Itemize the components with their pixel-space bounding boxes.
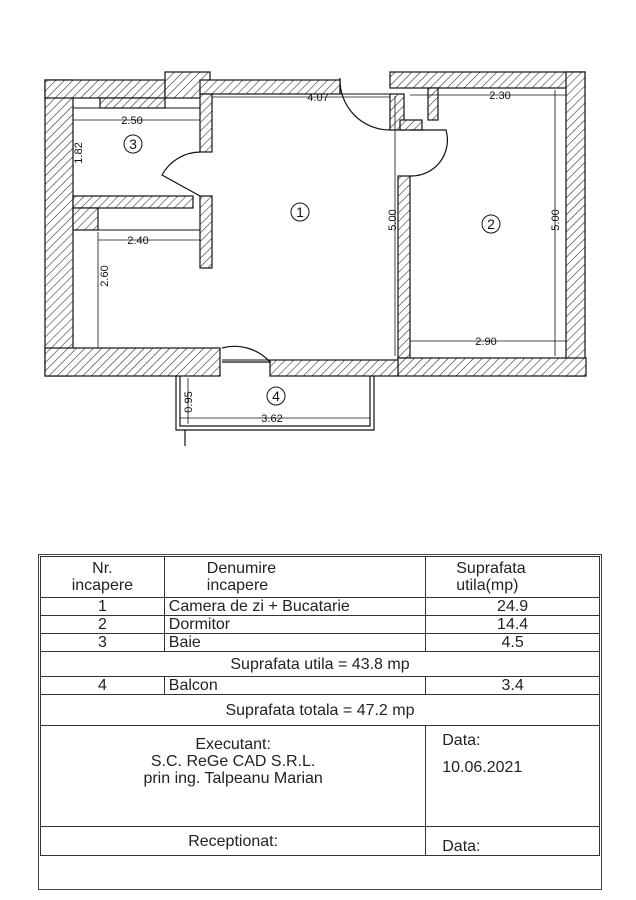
balcony xyxy=(176,376,374,446)
cell-name: Dormitor xyxy=(164,616,425,634)
header-nr: Nr. xyxy=(92,560,113,577)
cell-name: Camera de zi + Bucatarie xyxy=(164,598,425,616)
header-name: Denumire xyxy=(206,560,277,577)
dim-label: 4.07 xyxy=(307,92,329,104)
cell-name: Baie xyxy=(164,634,425,652)
dim-label: 2.90 xyxy=(475,336,497,348)
cell-nr: 1 xyxy=(41,598,165,616)
executant-person: prin ing. Talpeanu Marian xyxy=(143,770,323,787)
executant-company: S.C. ReGe CAD S.R.L. xyxy=(150,753,316,770)
cell-area: 3.4 xyxy=(426,677,600,695)
dim-label: 5.00 xyxy=(550,209,562,231)
table-row xyxy=(41,677,600,695)
header-area-2: utila(mp) xyxy=(456,577,519,594)
cell-area: 24.9 xyxy=(426,598,600,616)
room-number: 1 xyxy=(296,204,304,220)
subtotal-text: Suprafata utila = 43.8 mp xyxy=(41,652,600,677)
total-row xyxy=(41,695,600,726)
date-label: Data: xyxy=(442,732,481,749)
table-row xyxy=(41,616,600,634)
executant-row xyxy=(41,726,600,827)
receptionat-label: Receptionat: xyxy=(41,827,426,856)
table-row xyxy=(41,634,600,652)
header-name-2: incapere xyxy=(206,577,269,594)
receptionat-row xyxy=(41,827,600,856)
dim-label: 2.50 xyxy=(121,115,143,127)
table-row xyxy=(41,598,600,616)
cell-nr: 2 xyxy=(41,616,165,634)
subtotal-row xyxy=(41,652,600,677)
cell-area: 4.5 xyxy=(426,634,600,652)
header-nr-2: incapere xyxy=(71,577,134,594)
cell-name: Balcon xyxy=(164,677,425,695)
date-label-2: Data: xyxy=(426,827,600,856)
room-number: 4 xyxy=(272,388,280,404)
dim-label: 2.30 xyxy=(489,90,511,102)
total-text: Suprafata totala = 47.2 mp xyxy=(41,695,600,726)
executant-label: Executant: xyxy=(195,736,271,753)
cell-area: 14.4 xyxy=(426,616,600,634)
dim-label: 2.60 xyxy=(99,265,111,287)
room-number: 3 xyxy=(129,136,137,152)
dim-label: 2.40 xyxy=(127,235,149,247)
cell-nr: 4 xyxy=(41,677,165,695)
header-area: Suprafata xyxy=(456,560,526,577)
cell-nr: 3 xyxy=(41,634,165,652)
dim-label: 1.82 xyxy=(73,142,85,164)
table-header-row xyxy=(41,557,600,598)
dim-label: 3.62 xyxy=(261,413,283,425)
room-schedule-table xyxy=(40,556,600,856)
room-number: 2 xyxy=(487,216,495,232)
date-value: 10.06.2021 xyxy=(442,759,523,776)
dim-label: 5.00 xyxy=(387,209,399,231)
dim-label: 0.95 xyxy=(183,391,195,413)
